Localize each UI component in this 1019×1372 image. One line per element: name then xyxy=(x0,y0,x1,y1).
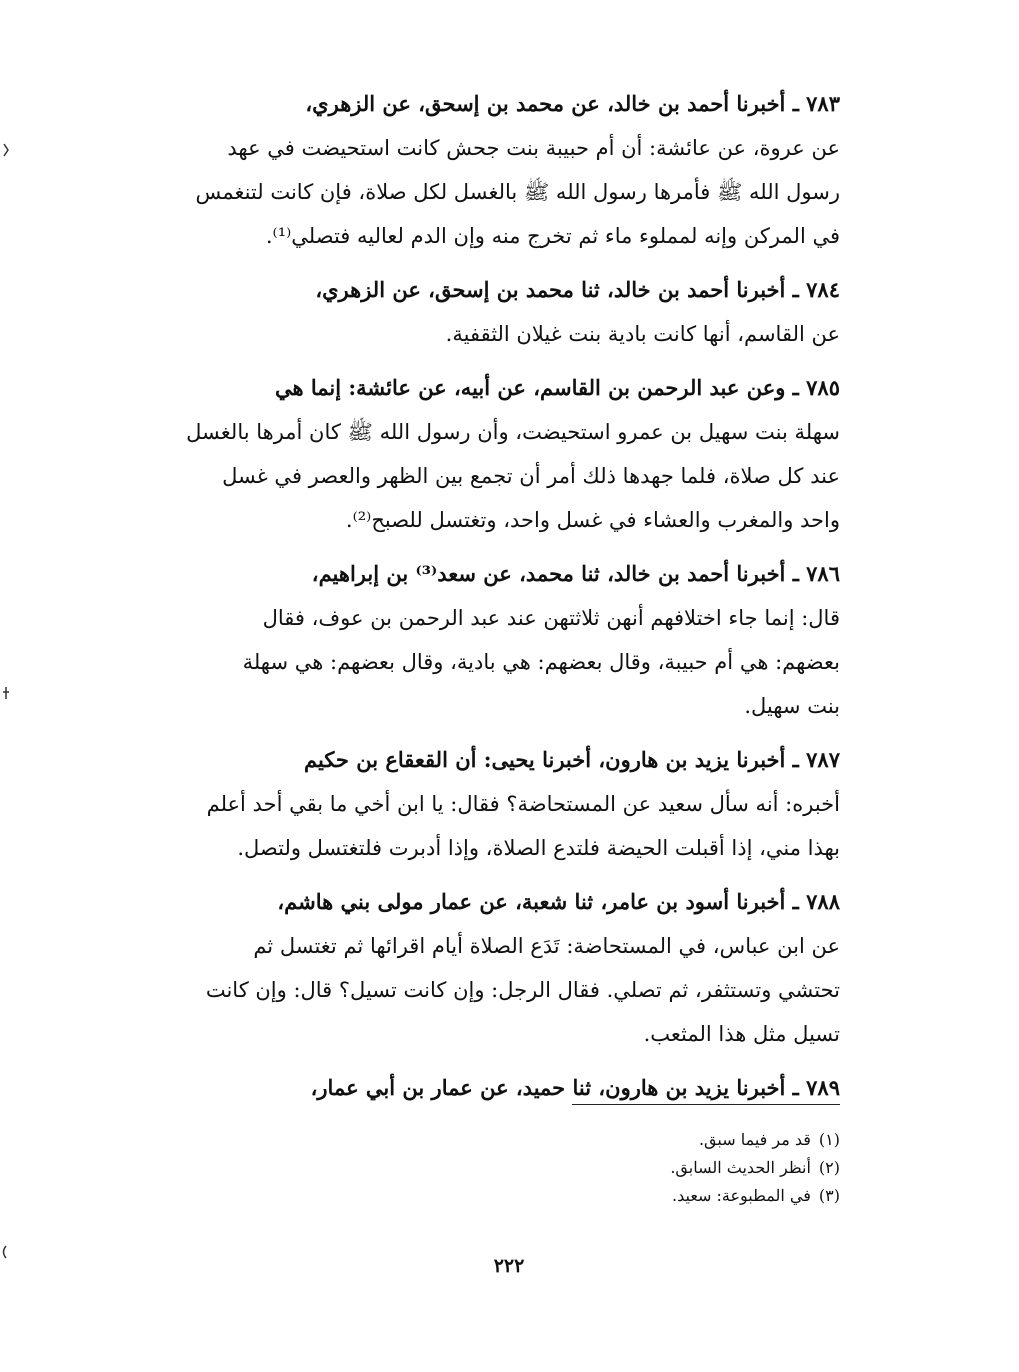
hadith-line: بهذا مني، إذا أقبلت الحيضة فلتدع الصلاة، وإذا أدبرت فلتغتسل ولتصل. xyxy=(237,836,840,860)
hadith-line: سهلة بنت سهيل بن عمرو استحيضت، وأن رسول الله ﷺ كان أمرها بالغسل xyxy=(186,420,840,444)
hadith-line: أخبره: أنه سأل سعيد عن المستحاضة؟ فقال: يا ابن أخي ما بقي أحد أعلم xyxy=(206,792,840,816)
hadith-line: تحتشي وتستثفر، ثم تصلي. فقال الرجل: وإن كانت تسيل؟ قال: وإن كانت xyxy=(205,978,840,1002)
hadith-line: تسيل مثل هذا المثعب. xyxy=(643,1022,840,1046)
hadith-line: عن عروة، عن عائشة: أن أم حبيبة بنت جحش كانت استحيضت في عهد xyxy=(227,136,840,160)
hadith-lead-line: ٧٨٤ ـ أخبرنا أحمد بن خالد، ثنا محمد بن إسحق، عن الزهري، xyxy=(315,277,840,302)
hadith-line: قال: إنما جاء اختلافهم أنهن ثلاثتهن عند عبد الرحمن بن عوف، فقال xyxy=(262,606,840,630)
hadith-line: عن ابن عباس، في المستحاضة: تَدَع الصلاة أيام اقرائها ثم تغتسل ثم xyxy=(253,934,840,958)
margin-mark xyxy=(2,143,10,157)
hadith-entry xyxy=(150,82,840,258)
hadith-text-block xyxy=(150,82,840,1120)
footnote-text: أنظر الحديث السابق. xyxy=(670,1158,811,1177)
hadith-line: عن القاسم، أنها كانت بادية بنت غيلان الثقفية. xyxy=(445,322,840,346)
page-number: ٢٢٢ xyxy=(493,1255,525,1277)
hadith-lead-line: ٧٨٨ ـ أخبرنا أسود بن عامر، ثنا شعبة، عن عمار مولى بني هاشم، xyxy=(277,889,840,914)
hadith-lead-line: ٧٨٥ ـ وعن عبد الرحمن بن القاسم، عن أبيه، عن عائشة: إنما هي xyxy=(274,375,840,400)
margin-mark xyxy=(2,686,10,700)
footnote-number: (١) xyxy=(818,1130,840,1149)
hadith-entry xyxy=(150,880,840,1056)
footnote-divider xyxy=(572,1104,840,1105)
footnote-text: في المطبوعة: سعيد. xyxy=(672,1186,811,1205)
footnotes xyxy=(500,1126,840,1210)
footnote-text: قد مر فيما سبق. xyxy=(698,1130,811,1149)
footnote-item xyxy=(500,1154,840,1182)
hadith-line: عند كل صلاة، فلما جهدها ذلك أمر أن تجمع بين الظهر والعصر في غسل xyxy=(222,464,840,488)
hadith-line: بنت سهيل. xyxy=(744,694,840,718)
hadith-line: بعضهم: هي أم حبيبة، وقال بعضهم: هي بادية، وقال بعضهم: هي سهلة xyxy=(242,650,840,674)
hadith-entry xyxy=(150,738,840,870)
hadith-lead-line: ٧٨٧ ـ أخبرنا يزيد بن هارون، أخبرنا يحيى: أن القعقاع بن حكيم xyxy=(304,747,840,772)
margin-mark xyxy=(0,1245,8,1259)
footnote-number: (٢) xyxy=(818,1158,840,1177)
hadith-lead-line: ٧٨٩ ـ أخبرنا يزيد بن هارون، ثنا حميد، عن عمار بن أبي عمار، xyxy=(310,1075,840,1100)
hadith-lead-line: ٧٨٦ ـ أخبرنا أحمد بن خالد، ثنا محمد، عن سعد⁽³⁾ بن إبراهيم، xyxy=(311,561,840,586)
hadith-line: رسول الله ﷺ فأمرها رسول الله ﷺ بالغسل لكل صلاة، فإن كانت لتنغمس xyxy=(195,180,840,204)
hadith-line: واحد والمغرب والعشاء في غسل واحد، وتغتسل للصبح⁽²⁾. xyxy=(345,508,840,532)
hadith-entry xyxy=(150,552,840,728)
footnote-number: (٣) xyxy=(818,1186,840,1205)
hadith-lead-line: ٧٨٣ ـ أخبرنا أحمد بن خالد، عن محمد بن إسحق، عن الزهري، xyxy=(305,91,840,116)
hadith-line: في المركن وإنه لمملوء ماء ثم تخرج منه وإن الدم لعاليه فتصلي⁽¹⁾. xyxy=(265,224,840,248)
hadith-entry xyxy=(150,268,840,356)
footnote-item xyxy=(500,1182,840,1210)
footnote-item xyxy=(500,1126,840,1154)
hadith-entry xyxy=(150,366,840,542)
